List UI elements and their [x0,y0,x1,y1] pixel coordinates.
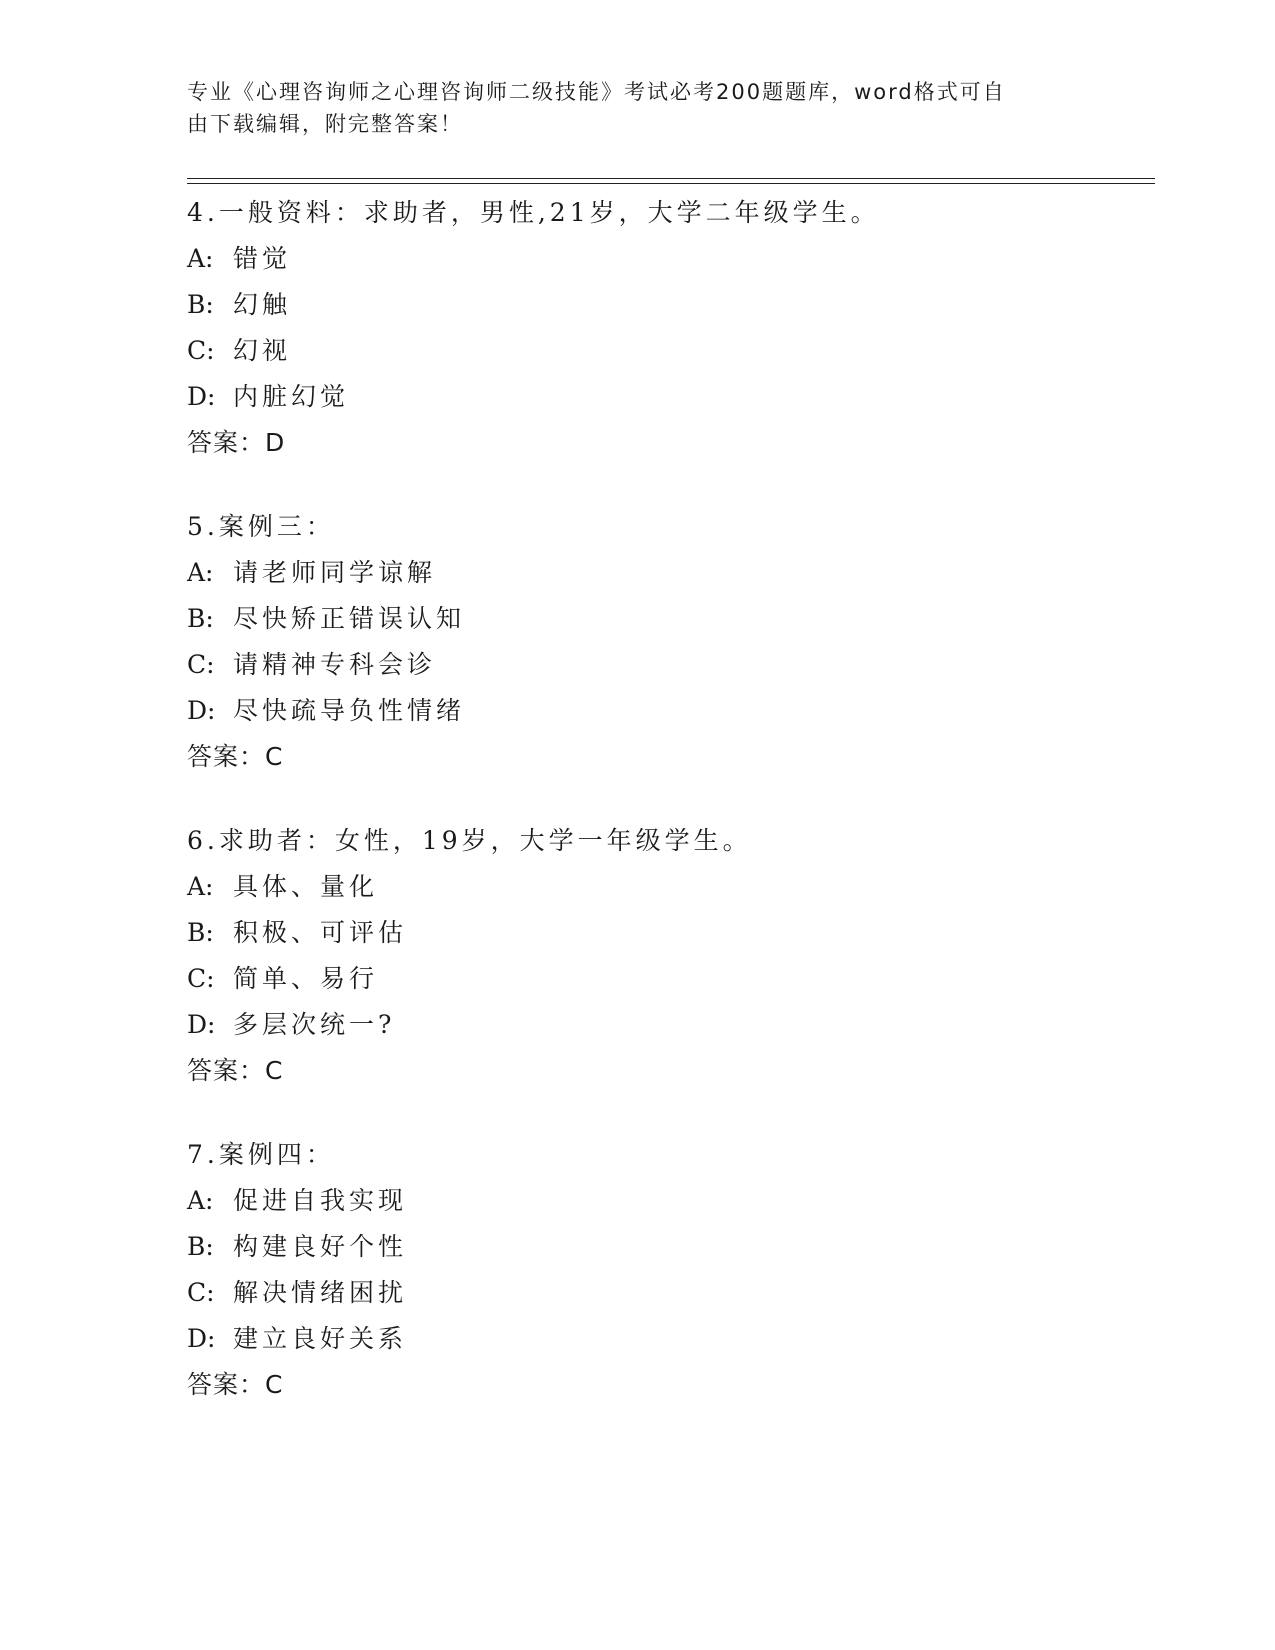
option-text: 尽快矫正错误认知 [233,604,466,633]
question-stem: 6.求助者：女性，19岁，大学一年级学生。 [187,826,752,855]
option-text: 简单、易行 [233,964,379,993]
option-letter: A: [187,1186,214,1215]
option-letter: C: [187,650,215,679]
option-letter: A: [187,244,214,273]
answer-line: 答案：C [187,1370,284,1399]
header-line-1: 专业《心理咨询师之心理咨询师二级技能》考试必考200题题库，word格式可自 [187,80,1006,104]
option-letter: A: [187,558,214,587]
option-text: 尽快疏导负性情绪 [233,696,466,725]
option-text: 构建良好个性 [233,1232,408,1261]
option-letter: C: [187,336,215,365]
option-text: 促进自我实现 [233,1186,408,1215]
header-line-2: 由下载编辑，附完整答案！ [187,112,463,136]
option-a [187,1178,1147,1224]
option-a [187,236,1147,282]
option-c [187,328,1147,374]
option-letter: C: [187,964,215,993]
option-d [187,688,1147,734]
option-text: 多层次统一? [233,1010,396,1039]
option-letter: D: [187,382,216,411]
option-letter: D: [187,1324,216,1353]
question-stem: 4.一般资料：求助者，男性,21岁，大学二年级学生。 [187,198,880,227]
question-item [187,190,1147,466]
option-a [187,864,1147,910]
answer-line: 答案：D [187,428,286,457]
option-a [187,550,1147,596]
question-item [187,1132,1147,1408]
option-text: 积极、可评估 [233,918,408,947]
question-stem: 7.案例四： [187,1140,335,1169]
option-letter: B: [187,918,214,947]
option-letter: B: [187,290,214,319]
option-text: 请老师同学谅解 [233,558,437,587]
option-d [187,1316,1147,1362]
question-list [187,190,1147,1446]
answer-line: 答案：C [187,1056,284,1085]
option-d [187,374,1147,420]
option-b [187,282,1147,328]
option-b [187,596,1147,642]
option-b [187,1224,1147,1270]
question-item [187,504,1147,780]
header-divider-top [187,178,1155,179]
option-text: 幻触 [233,290,292,319]
option-letter: B: [187,1232,214,1261]
option-text: 建立良好关系 [233,1324,408,1353]
question-stem: 5.案例三： [187,512,335,541]
option-letter: D: [187,696,216,725]
option-letter: C: [187,1278,215,1307]
option-text: 解决情绪困扰 [233,1278,408,1307]
question-item [187,818,1147,1094]
option-text: 幻视 [233,336,292,365]
option-c [187,642,1147,688]
option-c [187,956,1147,1002]
option-letter: D: [187,1010,216,1039]
option-d [187,1002,1147,1048]
option-text: 错觉 [233,244,292,273]
option-text: 请精神专科会诊 [233,650,437,679]
option-letter: B: [187,604,214,633]
option-letter: A: [187,872,214,901]
option-b [187,910,1147,956]
header-divider-bottom [187,183,1155,184]
option-text: 具体、量化 [233,872,379,901]
option-text: 内脏幻觉 [233,382,350,411]
answer-line: 答案：C [187,742,284,771]
option-c [187,1270,1147,1316]
document-header [187,76,1067,140]
